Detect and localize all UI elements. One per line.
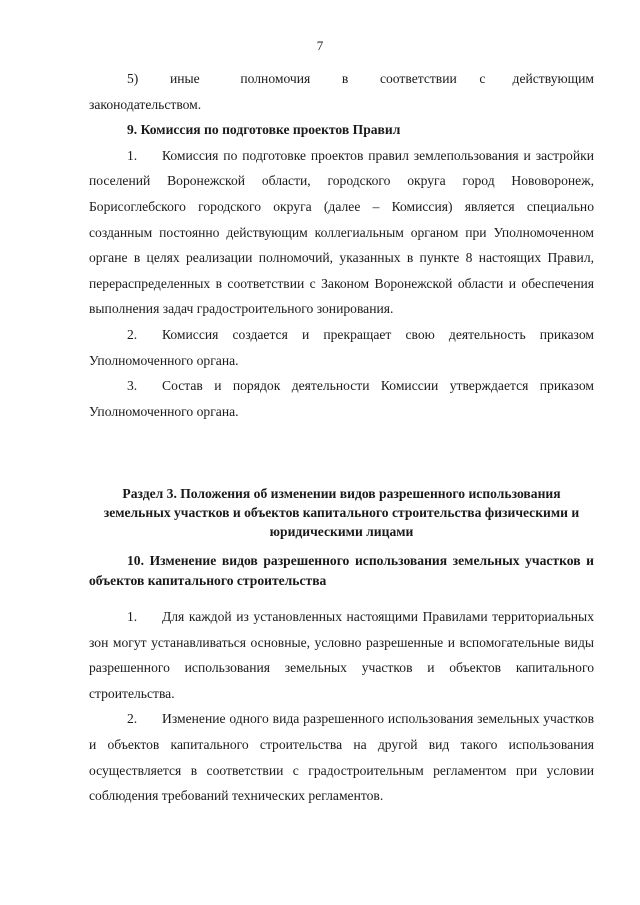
section-9-heading: 9. Комиссия по подготовке проектов Правил: [127, 122, 401, 138]
paragraph-10-1: [89, 604, 594, 706]
section-3-heading: Раздел 3. Положения об изменении видов разрешенного использования земельных участков и объектов капитального строительства физическими и юридическими лицами: [103, 486, 580, 539]
paragraph-text: Состав и порядок деятельности Комиссии утверждается приказом Уполномоченного органа.: [89, 378, 594, 419]
section-9-block: [89, 66, 594, 424]
paragraph-number: 1.: [127, 147, 138, 163]
section-10-block: [89, 604, 594, 809]
paragraph-10-2: [89, 706, 594, 808]
section-10-heading: 10. Изменение видов разрешенного использования земельных участков и объектов капитального строительства: [89, 553, 594, 588]
paragraph-text: Комиссия создается и прекращает свою деятельность приказом Уполномоченного органа.: [89, 326, 594, 368]
paragraph-9-1: [89, 143, 594, 322]
paragraph-text: Изменение одного вида разрешенного использования земельных участков и объектов капитального строительства на другой вид такого использования осуществляется в соответствии с градостроительным регламентом при условии соблюдения требований технических регламентов.: [89, 711, 594, 804]
paragraph-number: 3.: [127, 378, 138, 394]
paragraph-number: 2.: [127, 326, 138, 342]
paragraph-number: 1.: [127, 609, 138, 624]
paragraph-9-2: [89, 322, 594, 373]
paragraph-text: Комиссия по подготовке проектов правил землепользования и застройки поселений Воронежской области, городского округа город Нововоронеж, Борисоглебского городского округа (далее – Комиссия) является специально созданным постоянно действующим коллегиальным органом при Уполномоченном органе в целях реализации полномочий, указанных в пункте 8 настоящих Правил, перераспределенных в соответствии с Законом Воронежской области и обеспечения выполнения задач градостроительного зонирования.: [89, 147, 594, 317]
paragraph-9-3: [89, 373, 594, 424]
paragraph-text: Для каждой из установленных настоящими Правилами территориальных зон могут устанавливаться основные, условно разрешенные и вспомогательные виды разрешенного использования земельных участков и объектов капитального строительства.: [89, 609, 594, 701]
paragraph-number: 2.: [127, 711, 138, 727]
paragraph-item-5: 5) иные полномочия в соответствии с действующим законодательством.: [89, 71, 594, 112]
page-number: 7: [316, 38, 324, 53]
